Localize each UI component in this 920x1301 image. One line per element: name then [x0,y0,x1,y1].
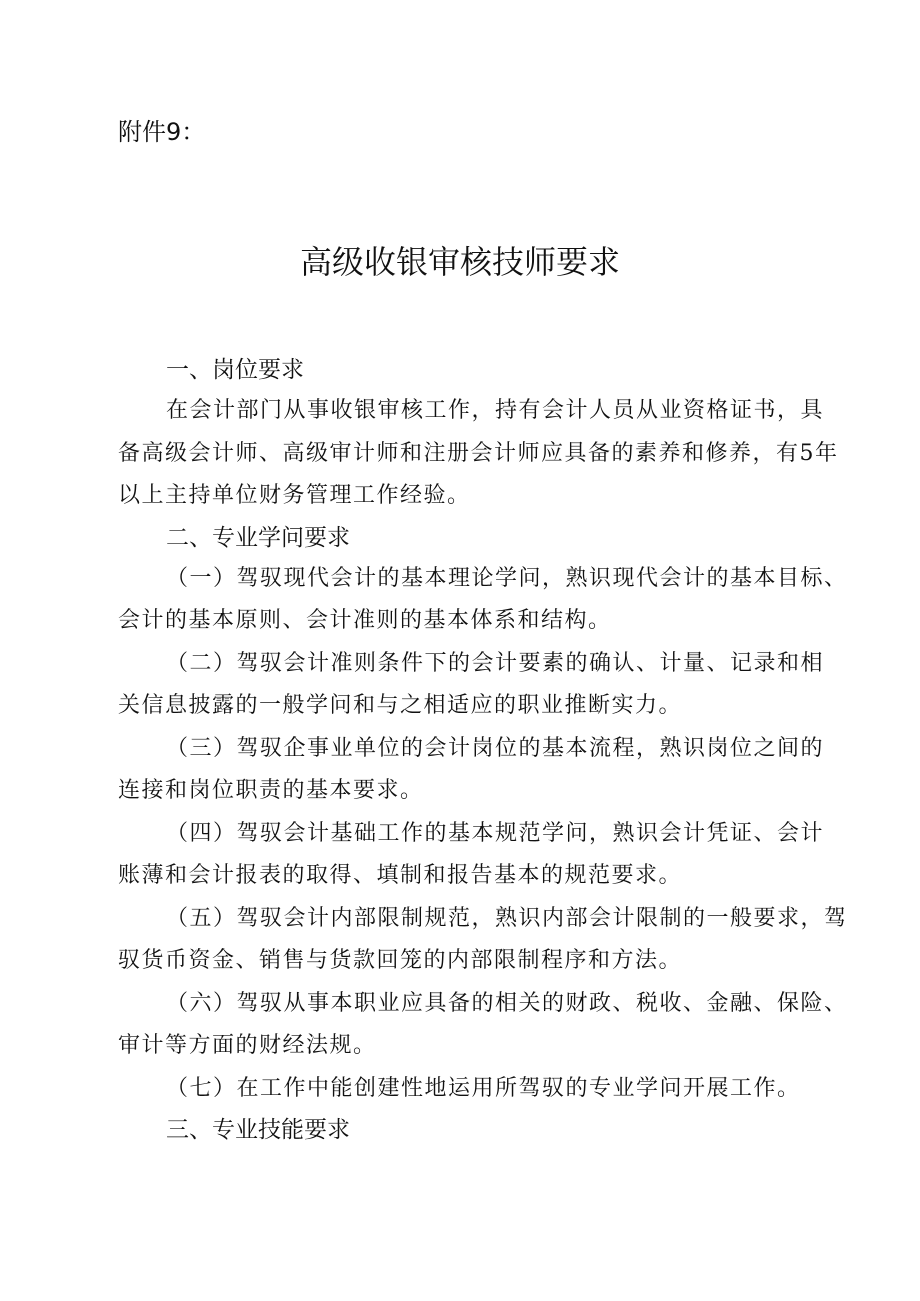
section-2-item-4 [118,813,825,898]
paragraph-line: 连接和岗位职责的基本要求。 [118,778,424,803]
paragraph-line: （三）驾驭企事业单位的会计岗位的基本流程，熟识岗位之间的 [166,735,825,761]
paragraph-line: （四）驾驭会计基础工作的基本规范学问，熟识会计凭证、会计 [166,820,825,846]
paragraph-line: 会计的基本原则、会计准则的基本体系和结构。 [118,608,612,633]
paragraph-line: 关信息披露的一般学问和与之相适应的职业推断实力。 [118,693,683,718]
section-2-item-7 [118,1068,818,1111]
paragraph-line: （五）驾驭会计内部限制规范，熟识内部会计限制的一般要求，驾 [166,905,848,931]
section-2-item-6 [118,983,848,1068]
paragraph-line: 审计等方面的财经法规。 [118,1033,377,1058]
attachment-label: 附件9： [118,118,206,146]
paragraph-line: 账薄和会计报表的取得、填制和报告基本的规范要求。 [118,863,683,888]
paragraph-line: 驭货币资金、销售与货款回笼的内部限制程序和方法。 [118,948,683,973]
paragraph-line: （一）驾驭现代会计的基本理论学问，熟识现代会计的基本目标、 [166,565,848,591]
paragraph-line: （六）驾驭从事本职业应具备的相关的财政、税收、金融、保险、 [166,990,848,1016]
paragraph-line: 在会计部门从事收银审核工作，持有会计人员从业资格证书，具 [166,398,825,423]
paragraph-line: （二）驾驭会计准则条件下的会计要素的确认、计量、记录和相 [166,650,825,676]
section-heading-3: 三、专业技能要求 [166,1117,350,1143]
paragraph-line: （七）在工作中能创建性地运用所驾驭的专业学问开展工作。 [166,1075,801,1101]
section-2-item-3 [118,728,825,813]
section-2-item-2 [118,643,825,728]
section-heading-2: 二、专业学问要求 [166,524,350,551]
section-2-item-5 [118,898,848,983]
section-2-item-1 [118,558,848,643]
paragraph-line: 备高级会计师、高级审计师和注册会计师应具备的素养和修养，有5年 [118,440,839,466]
paragraph-line: 以上主持单位财务管理工作经验。 [118,483,471,508]
section-1-paragraph-1 [118,390,839,518]
document-title: 高级收银审核技师要求 [299,243,620,281]
document-body [118,350,848,1150]
section-heading-1: 一、岗位要求 [166,357,304,383]
